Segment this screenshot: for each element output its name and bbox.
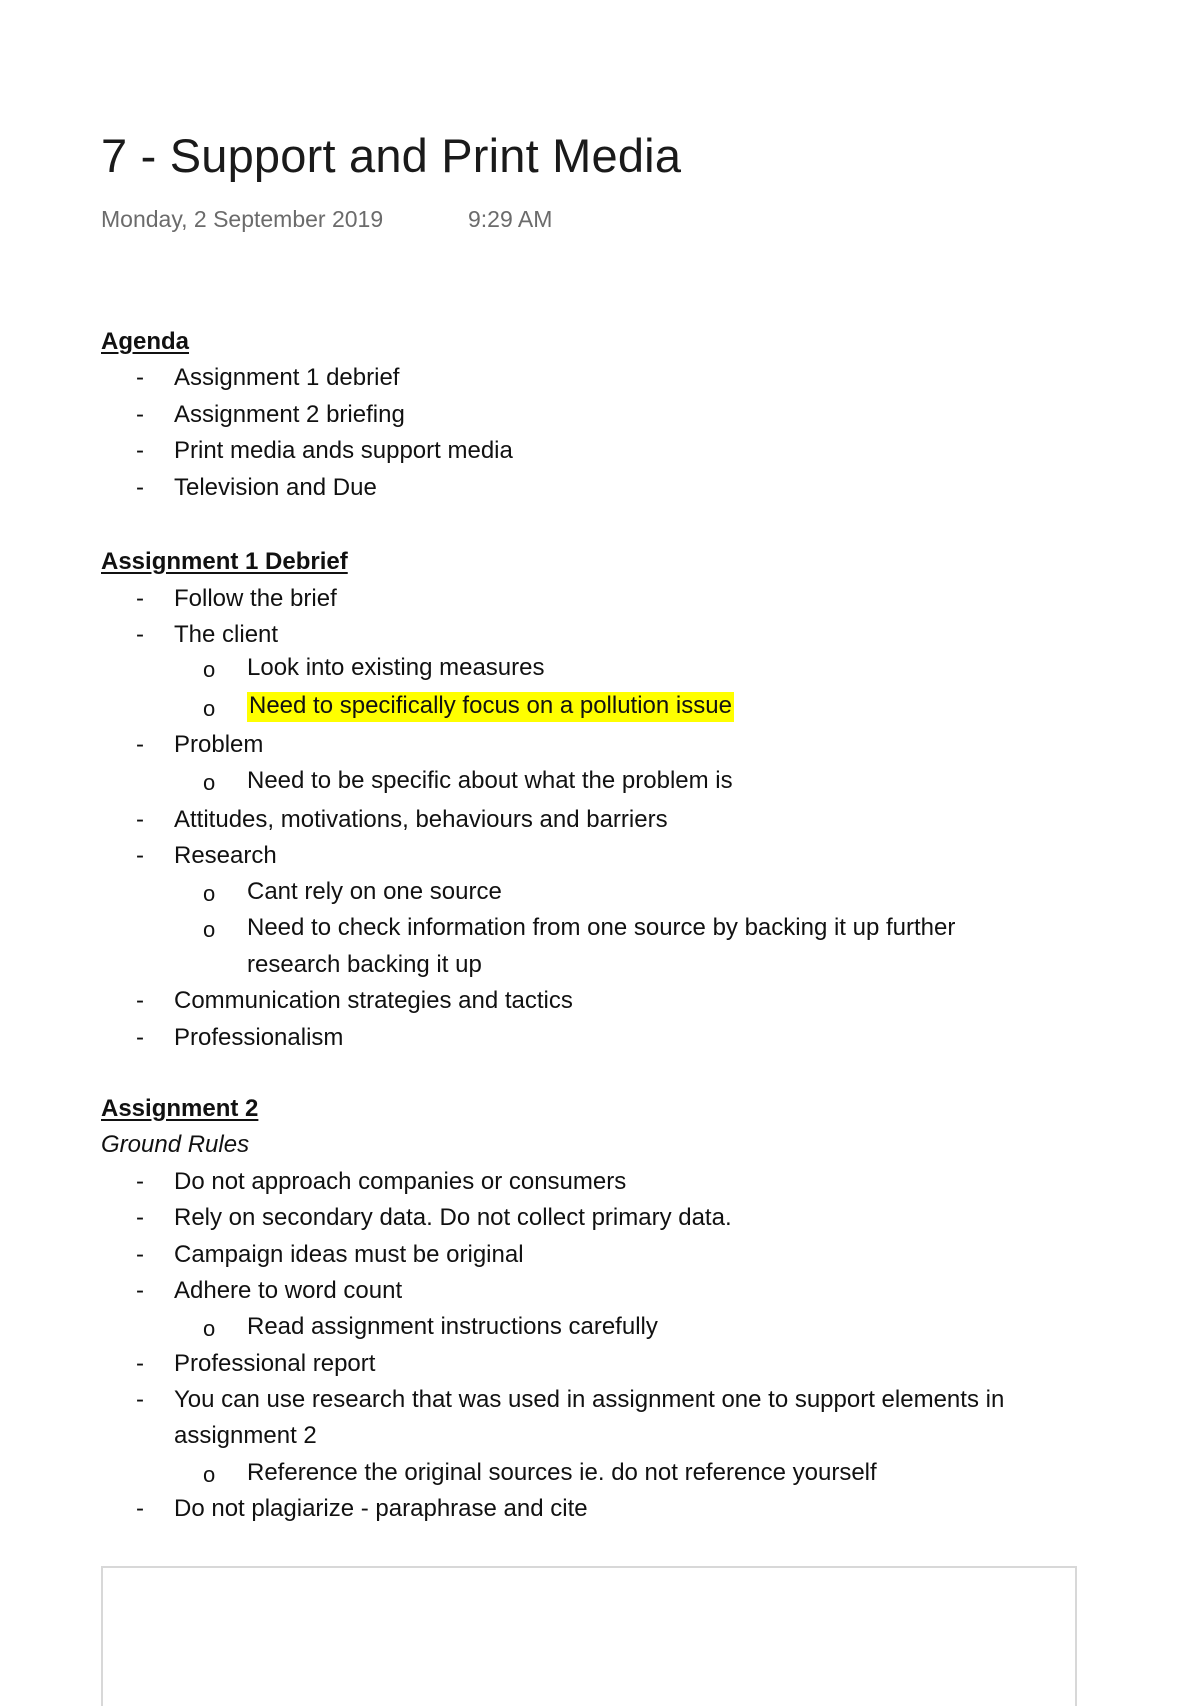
ground-rules-subheading: Ground Rules — [101, 1131, 250, 1158]
list-item: You can use research that was used in assignment one to support elements in — [174, 1386, 1005, 1413]
dash-bullet: - — [136, 1495, 144, 1522]
dash-bullet: - — [136, 474, 144, 501]
list-item: Problem — [174, 731, 264, 758]
agenda-heading: Agenda — [101, 328, 190, 355]
dash-bullet: - — [136, 1241, 144, 1268]
dash-bullet: - — [136, 585, 144, 612]
list-item: Rely on secondary data. Do not collect primary data. — [174, 1204, 732, 1231]
page-title: 7 - Support and Print Media — [101, 129, 682, 182]
list-item: Research — [174, 842, 277, 869]
list-item: Follow the brief — [174, 585, 337, 612]
note-time: 9:29 AM — [468, 206, 553, 232]
list-item: Do not plagiarize - paraphrase and cite — [174, 1495, 588, 1522]
dash-bullet: - — [136, 731, 144, 758]
list-item: Need to be specific about what the problem is — [247, 767, 733, 794]
note-date: Monday, 2 September 2019 — [101, 206, 384, 232]
list-item: Professional report — [174, 1350, 376, 1377]
dash-bullet: - — [136, 1204, 144, 1231]
dash-bullet: - — [136, 364, 144, 391]
dash-bullet: - — [136, 842, 144, 869]
list-item: Need to check information from one source by backing it up further — [247, 914, 956, 941]
dash-bullet: - — [136, 401, 144, 428]
dash-bullet: - — [136, 987, 144, 1014]
dash-bullet: - — [136, 1277, 144, 1304]
debrief-heading: Assignment 1 Debrief — [101, 548, 348, 575]
dash-bullet: - — [136, 806, 144, 833]
dash-bullet: - — [136, 1168, 144, 1195]
list-item: Cant rely on one source — [247, 878, 502, 905]
dash-bullet: - — [136, 621, 144, 648]
list-item: Assignment 2 briefing — [174, 401, 405, 428]
list-item: Communication strategies and tactics — [174, 987, 573, 1014]
list-item: Look into existing measures — [247, 654, 545, 681]
list-item: Assignment 1 debrief — [174, 364, 400, 391]
dash-bullet: - — [136, 1024, 144, 1051]
list-item: The client — [174, 621, 279, 648]
list-item: Campaign ideas must be original — [174, 1241, 524, 1268]
list-item: Adhere to word count — [174, 1277, 403, 1304]
list-item: Read assignment instructions carefully — [247, 1313, 658, 1340]
list-item-continuation: assignment 2 — [174, 1422, 317, 1449]
list-item-continuation: research backing it up — [247, 951, 482, 978]
dash-bullet: - — [136, 1386, 144, 1413]
circle-bullet: o — [203, 881, 216, 906]
embedded-content-frame — [101, 1566, 1077, 1706]
list-item: Attitudes, motivations, behaviours and barriers — [174, 806, 668, 833]
list-item: Television and Due — [174, 474, 377, 501]
dash-bullet: - — [136, 1350, 144, 1377]
circle-bullet: o — [203, 1462, 216, 1487]
circle-bullet: o — [203, 657, 216, 682]
circle-bullet: o — [203, 917, 216, 942]
highlighted-list-item: Need to specifically focus on a pollution issue — [247, 692, 734, 722]
assignment2-heading: Assignment 2 — [101, 1095, 259, 1122]
list-item: Do not approach companies or consumers — [174, 1168, 627, 1195]
list-item: Professionalism — [174, 1024, 344, 1051]
circle-bullet: o — [203, 696, 216, 721]
circle-bullet: o — [203, 1316, 216, 1341]
list-item: Reference the original sources ie. do not reference yourself — [247, 1459, 877, 1486]
circle-bullet: o — [203, 770, 216, 795]
dash-bullet: - — [136, 437, 144, 464]
list-item: Print media ands support media — [174, 437, 513, 464]
